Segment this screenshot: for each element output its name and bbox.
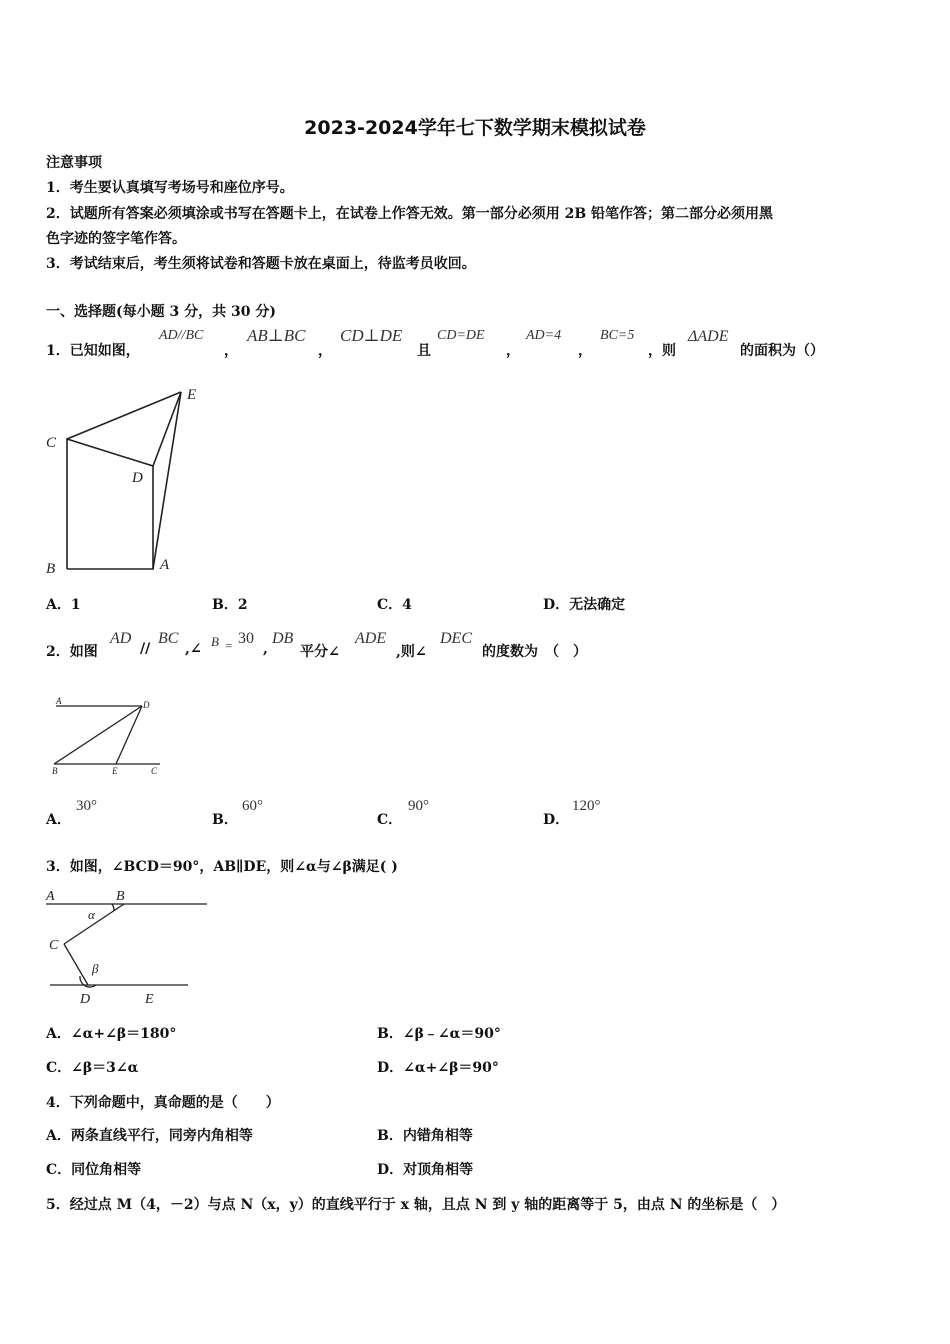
q3-label-alpha: α — [88, 907, 95, 922]
q3-option-b[interactable]: B．∠β﹣∠α＝90° — [377, 1026, 501, 1042]
q1-option-b[interactable]: B．2 — [212, 597, 248, 613]
q3-option-a[interactable]: A．∠α+∠β＝180° — [46, 1026, 177, 1042]
q2-math-3: B — [211, 634, 219, 649]
q2-figure — [44, 694, 169, 779]
q2-prefix: 2．如图 — [46, 644, 98, 660]
notice-item-1: 1．考生要认真填写考场号和座位序号。 — [46, 180, 294, 196]
q2-math-1: AD — [110, 630, 132, 647]
q4-text: 4．下列命题中，真命题的是（ ） — [46, 1095, 280, 1111]
q2-option-b-label[interactable]: B． — [212, 812, 238, 828]
q2-parallel: // — [140, 641, 151, 657]
page-title: 2023-2024学年七下数学期末模拟试卷 — [304, 117, 646, 139]
q1-math-7: ΔADE — [688, 328, 729, 345]
q2-then: ,则∠ — [396, 644, 427, 660]
q2-math-4: 30 — [238, 630, 254, 647]
q1-label-c: C — [46, 435, 57, 451]
q4-option-b[interactable]: B．内错角相等 — [377, 1128, 473, 1144]
q2-label-a: A — [56, 696, 62, 706]
q2-math-5: DB — [272, 630, 294, 647]
q2-math-7: DEC — [440, 630, 472, 647]
q2-option-d-label[interactable]: D． — [543, 812, 570, 828]
q1-math-5: AD=4 — [526, 328, 562, 343]
q2-option-d-value[interactable]: 120° — [572, 798, 601, 814]
notice-item-2-cont: 色字迹的签字笔作答。 — [46, 231, 186, 247]
q2-option-a-value[interactable]: 30° — [76, 798, 97, 814]
q1-option-a[interactable]: A．1 — [46, 597, 81, 613]
q2-label-b: B — [52, 766, 58, 776]
q2-angle-sep: ,∠ — [185, 641, 202, 657]
q3-label-b: B — [116, 889, 125, 904]
q2-label-e: E — [112, 766, 118, 776]
q2-eq: = — [225, 638, 233, 653]
q3-figure — [40, 882, 215, 1007]
q1-comma-3: ， — [506, 343, 520, 359]
q1-math-2: AB⊥BC — [247, 326, 306, 345]
q1-comma-2: ， — [318, 343, 332, 359]
q1-then: ，则 — [648, 343, 676, 359]
q2-label-d: D — [143, 700, 150, 710]
notice-item-3: 3．考试结束后，考生须将试卷和答题卡放在桌面上，待监考员收回。 — [46, 256, 476, 272]
section-heading: 一、选择题(每小题 3 分，共 30 分) — [46, 304, 276, 320]
q4-option-a[interactable]: A．两条直线平行，同旁内角相等 — [46, 1128, 253, 1144]
q3-label-d: D — [80, 992, 91, 1007]
q2-option-c-label[interactable]: C． — [377, 812, 403, 828]
q2-suffix: 的度数为 （ ） — [482, 644, 587, 660]
q1-and: 且 — [417, 343, 431, 359]
q3-label-c: C — [49, 938, 59, 953]
q2-option-c-value[interactable]: 90° — [408, 798, 429, 814]
q2-math-2: BC — [158, 630, 179, 647]
q1-option-c[interactable]: C．4 — [377, 597, 412, 613]
q2-bisect: 平分∠ — [300, 644, 340, 660]
q2-option-a-label[interactable]: A． — [46, 812, 71, 828]
q2-option-b-value[interactable]: 60° — [242, 798, 263, 814]
q2-sep2: , — [263, 641, 268, 657]
q2-label-c: C — [151, 766, 158, 776]
q3-option-c[interactable]: C．∠β＝3∠α — [46, 1060, 139, 1076]
q1-figure — [40, 383, 210, 583]
q2-math-6: ADE — [355, 630, 387, 647]
q1-label-e: E — [187, 387, 197, 403]
q1-label-a: A — [160, 557, 170, 573]
q3-label-beta: β — [92, 961, 99, 976]
q1-comma-4: ， — [578, 343, 592, 359]
q4-option-d[interactable]: D．对顶角相等 — [377, 1162, 474, 1178]
q1-label-d: D — [132, 470, 143, 486]
q4-option-c[interactable]: C．同位角相等 — [46, 1162, 142, 1178]
q5-text: 5．经过点 M（4，－2）与点 N（x，y）的直线平行于 x 轴，且点 N 到 y 轴的距离等于 5，由点 N 的坐标是（ ） — [46, 1197, 786, 1213]
q1-math-3: CD⊥DE — [340, 326, 403, 345]
q3-option-d[interactable]: D．∠α+∠β＝90° — [377, 1060, 499, 1076]
q1-label-b: B — [46, 561, 56, 577]
q3-label-e: E — [145, 992, 154, 1007]
q1-math-4: CD=DE — [437, 328, 485, 343]
q1-math-1: AD//BC — [159, 328, 204, 343]
notice-heading: 注意事项 — [46, 155, 102, 171]
q1-comma-1: ， — [224, 343, 238, 359]
q1-math-6: BC=5 — [600, 328, 635, 343]
q3-label-a: A — [46, 889, 55, 904]
q1-prefix: 1．已知如图， — [46, 343, 140, 359]
q1-option-d[interactable]: D．无法确定 — [543, 597, 626, 613]
q1-suffix: 的面积为（） — [740, 343, 824, 359]
q3-text: 3．如图，∠BCD＝90°，AB∥DE，则∠α与∠β满足( ) — [46, 859, 398, 875]
notice-item-2: 2．试题所有答案必须填涂或书写在答题卡上，在试卷上作答无效。第一部分必须用 2B 铅笔作答；第二部分必须用黑 — [46, 206, 774, 222]
